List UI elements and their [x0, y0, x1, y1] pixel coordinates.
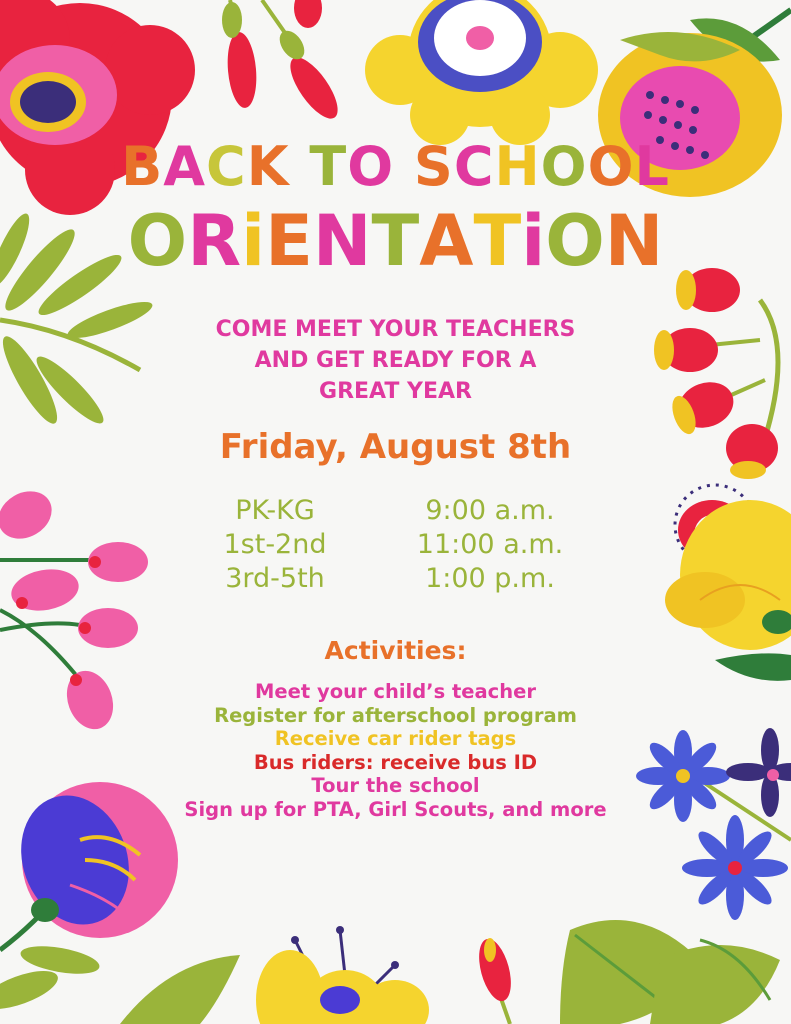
title-letter: H — [494, 135, 541, 198]
activities-list — [0, 680, 791, 821]
activity-item: Sign up for PTA, Girl Scouts, and more — [184, 797, 607, 821]
title-line-2 — [0, 200, 791, 282]
flower-icon — [365, 0, 598, 145]
title-letter: O — [347, 135, 395, 198]
schedule-time: 11:00 a.m. — [416, 529, 564, 560]
title-letter: C — [453, 135, 495, 198]
schedule-time: 1:00 p.m. — [425, 563, 555, 594]
title-letter: A — [419, 200, 474, 282]
title-letter: T — [371, 200, 420, 282]
title-letter: i — [241, 200, 266, 282]
title-letter: i — [521, 200, 546, 282]
title-letter: O — [540, 135, 588, 198]
title-letter: O — [587, 135, 635, 198]
title-letter: N — [312, 200, 372, 282]
schedule-grade: PK-KG — [235, 495, 315, 526]
activity-item: Meet your child’s teacher — [255, 680, 536, 703]
title-letter: A — [163, 135, 207, 198]
title-letter: E — [265, 200, 313, 282]
activity-item: Tour the school — [311, 774, 480, 797]
event-date: Friday, August 8th — [219, 427, 572, 467]
tagline-line: GREAT YEAR — [319, 379, 472, 404]
activities-heading: Activities: — [324, 636, 467, 665]
schedule-row — [0, 528, 791, 562]
schedule-grade: 3rd-5th — [225, 563, 325, 594]
title-letter: T — [473, 200, 522, 282]
title-letter: O — [545, 200, 605, 282]
title-letter: R — [187, 200, 242, 282]
leaf-icon — [560, 920, 780, 1024]
title-letter: B — [121, 135, 164, 198]
schedule-row — [0, 562, 791, 596]
bud-icon — [473, 935, 517, 1024]
title-letter: S — [413, 135, 454, 198]
leaf-icon — [120, 955, 240, 1024]
title-letter — [394, 132, 414, 202]
title-line-1 — [0, 132, 791, 202]
title-letter: T — [309, 135, 348, 198]
tagline-line: AND GET READY FOR A — [254, 348, 537, 373]
activity-item: Bus riders: receive bus ID — [253, 750, 538, 774]
activity-item: Receive car rider tags — [274, 727, 517, 750]
tagline — [0, 314, 791, 407]
tagline-line: COME MEET YOUR TEACHERS — [215, 317, 576, 342]
flower-icon — [256, 926, 429, 1024]
schedule-time: 9:00 a.m. — [425, 495, 555, 526]
title-letter: K — [246, 135, 290, 198]
title-letter: O — [127, 200, 188, 282]
schedule-grade: 1st-2nd — [223, 529, 327, 560]
title-letter — [290, 132, 310, 202]
activity-item: Register for afterschool program — [214, 703, 577, 727]
title-letter: N — [604, 200, 664, 282]
title-letter: C — [206, 135, 247, 198]
title-letter: L — [634, 135, 670, 198]
schedule-row — [0, 494, 791, 528]
bud-icon — [222, 0, 346, 126]
